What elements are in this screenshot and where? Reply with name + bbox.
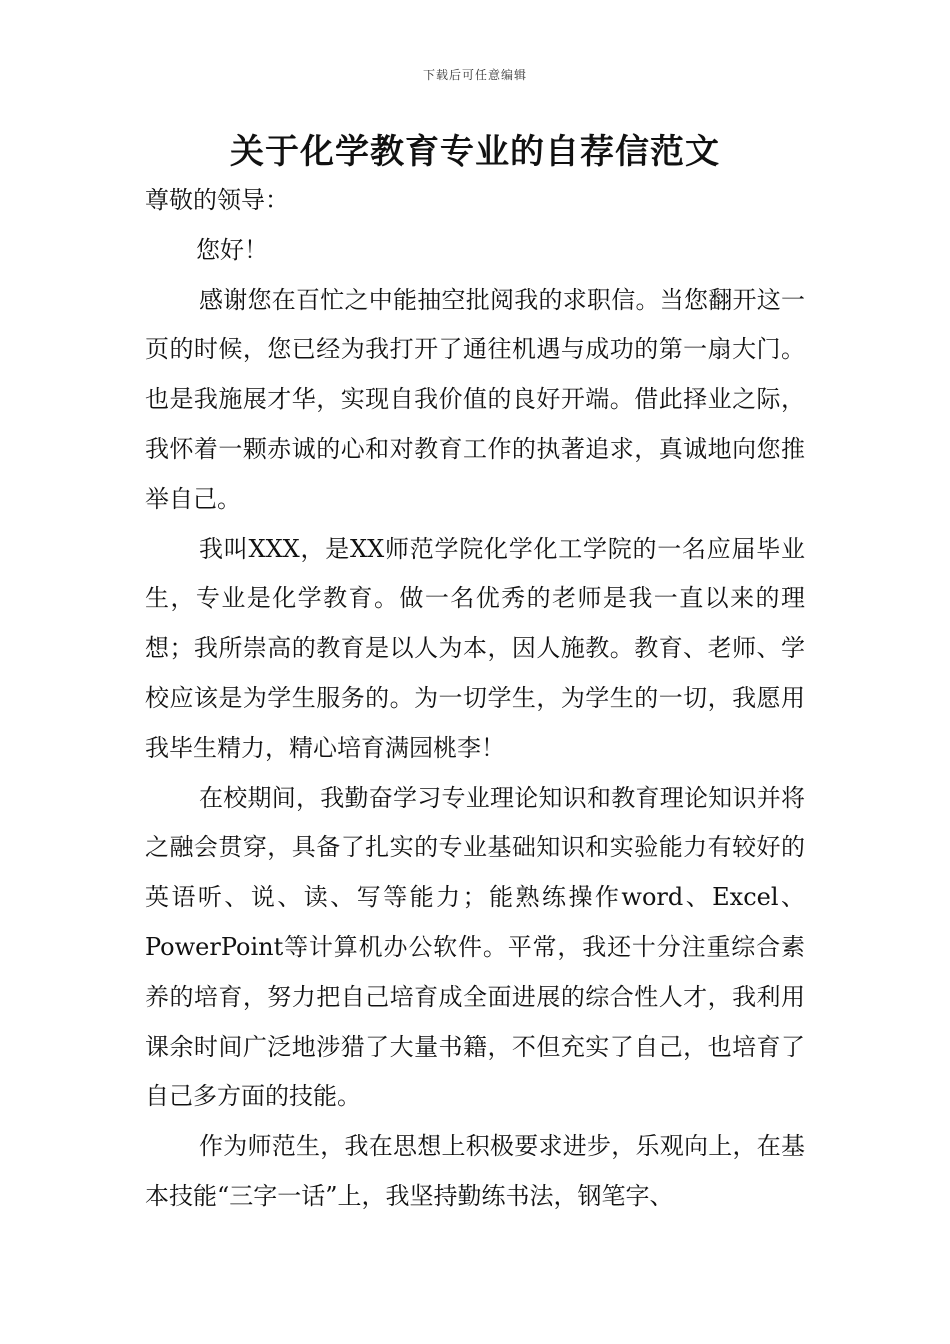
document-title: 关于化学教育专业的自荐信范文 <box>230 132 720 172</box>
salutation: 尊敬的领导： <box>145 186 289 214</box>
paragraph-introduction: 我叫XXX，是XX师范学院化学化工学院的一名应届毕业生，专业是化学教育。做一名优秀的老师是我一直以来的理想；我所崇高的教育是以人为本，因人施教。教育、老师、学校应该是为学生服务的。为一切学生，为学生的一切，我愿用我毕生精力，精心培育满园桃李！ <box>145 534 805 762</box>
letter-body <box>145 176 805 1222</box>
paragraph-thanks: 感谢您在百忙之中能抽空批阅我的求职信。当您翻开这一页的时候，您已经为我打开了通往机遇与成功的第一扇大门。也是我施展才华，实现自我价值的良好开端。借此择业之际，我怀着一颗赤诚的心和对教育工作的执著追求，真诚地向您推举自己。 <box>145 285 805 513</box>
paragraph-teaching-skills: 作为师范生，我在思想上积极要求进步，乐观向上，在基本技能“三字一话”上，我坚持勤练书法，钢笔字、 <box>145 1132 805 1210</box>
header-note: 下载后可任意编辑 <box>422 68 527 82</box>
paragraph-studies: 在校期间，我勤奋学习专业理论知识和教育理论知识并将之融会贯穿，具备了扎实的专业基础知识和实验能力有较好的英语听、说、读、写等能力；能熟练操作word、Excel、PowerPoint等计算机办公软件。平常，我还十分注重综合素养的培育，努力把自己培育成全面进展的综合性人才，我利用课余时间广泛地涉猎了大量书籍，不但充实了自己，也培育了自己多方面的技能。 <box>145 783 805 1111</box>
greeting: 您好！ <box>196 235 268 264</box>
